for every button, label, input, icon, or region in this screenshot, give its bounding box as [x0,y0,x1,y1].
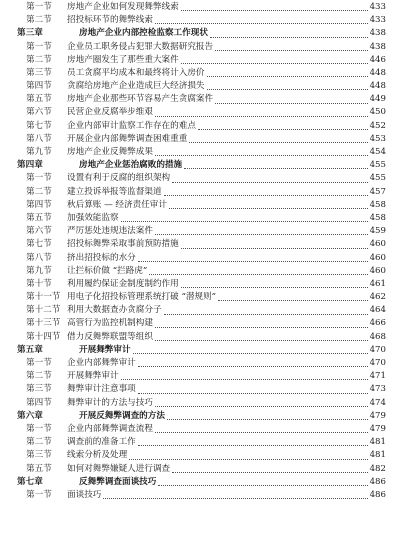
toc-entry-page: 474 [369,397,386,408]
dot-leader [181,10,368,11]
toc-entry-label: 第三节 [26,450,52,461]
dot-leader [218,300,368,301]
toc-chapter-row [17,27,386,40]
toc-entry-title: 舞弊审计的方法与技巧 [67,397,153,408]
toc-entry-label: 第五节 [26,212,52,223]
toc-entry-label: 第一节 [26,489,52,500]
dot-leader [158,485,367,486]
toc-entry-page: 468 [369,331,386,342]
dot-leader [164,314,368,315]
toc-chapter-row [17,410,386,423]
toc-section-row [17,489,386,502]
toc-section-row [17,172,386,185]
toc-entry-label: 第四节 [26,81,52,92]
dot-leader [181,63,368,64]
toc-entry-page: 448 [369,81,386,92]
toc-entry-label: 第四节 [26,397,52,408]
toc-entry-label: 第四节 [26,199,52,210]
toc-chapter-row [17,344,386,357]
toc-section-row [17,397,386,410]
toc-entry-label: 第七节 [26,120,52,131]
toc-entry-title: 建立投诉举报等监督渠道 [67,186,162,197]
toc-entry-page: 479 [369,410,386,421]
dot-leader [155,432,368,433]
toc-entry-page: 438 [369,41,386,52]
toc-entry-title: 利用履约保证金制度制约作用 [67,278,179,289]
toc-entry-title: 企业员工职务侵占犯罪大数据研究报告 [67,41,214,52]
dot-leader [155,155,368,156]
toc-entry-page: 486 [369,476,386,487]
dot-leader [169,208,368,209]
toc-entry-label: 第九节 [26,147,52,158]
toc-entry-label: 第一节 [26,173,52,184]
toc-entry-label: 第十节 [26,278,52,289]
toc-entry-label: 第二节 [26,54,52,65]
toc-section-row [17,14,386,27]
toc-entry-label: 第十二节 [26,305,61,316]
toc-entry-label: 第十一节 [26,292,61,303]
toc-section-row [17,449,386,462]
toc-section-row [17,265,386,278]
toc-entry-page: 486 [369,489,386,500]
toc-entry-label: 第五节 [26,94,52,105]
toc-entry-label: 第八节 [26,133,52,144]
toc-entry-label: 第三节 [26,67,52,78]
toc-section-row [17,238,386,251]
toc-entry-title: 舞弊审计注意事项 [67,384,136,395]
dot-leader [121,379,368,380]
toc-section-row [17,199,386,212]
toc-entry-page: 438 [369,28,386,39]
toc-entry-page: 481 [369,450,386,461]
dot-leader [155,406,368,407]
dot-leader [207,76,368,77]
toc-section-row [17,331,386,344]
dot-leader [155,327,368,328]
toc-section-row [17,67,386,80]
toc-entry-page: 455 [369,160,386,171]
dot-leader [138,393,368,394]
dot-leader [172,182,367,183]
toc-entry-title: 秋后算账 — 经济责任审计 [67,199,167,210]
toc-entry-title: 面谈技巧 [67,489,102,500]
toc-entry-page: 460 [369,252,386,263]
toc-entry-title: 企业内部舞弊审计 [67,358,136,369]
toc-entry-page: 461 [369,278,386,289]
dot-leader [155,234,368,235]
dot-leader [155,116,368,117]
toc-entry-title: 高管行为监控机制构建 [67,318,153,329]
toc-entry-label: 第六章 [17,410,43,421]
toc-entry-label: 第一节 [26,41,52,52]
toc-entry-label: 第十四节 [26,331,61,342]
toc-section-row [17,383,386,396]
toc-entry-label: 第六节 [26,107,52,118]
toc-section-row [17,93,386,106]
toc-entry-title: 民营企业反腐举步维艰 [67,107,153,118]
toc-section-row [17,133,386,146]
toc-chapter-row [17,476,386,489]
toc-entry-page: 452 [369,120,386,131]
toc-entry-title: 反舞弊调查面谈技巧 [79,476,157,487]
toc-entry-title: 员工贪腐平均成本和最终将计入房价 [67,67,205,78]
toc-entry-page: 458 [369,199,386,210]
toc-entry-label: 第四章 [17,160,43,171]
toc-entry-page: 433 [369,1,386,12]
dot-leader [207,89,368,90]
dot-leader [215,103,367,104]
dot-leader [167,419,368,420]
toc-entry-page: 458 [369,212,386,223]
dot-leader [138,366,368,367]
toc-entry-page: 449 [369,94,386,105]
toc-entry-page: 454 [369,147,386,158]
toc-entry-title: 开展企业内部舞弊调查困难重重 [67,133,188,144]
toc-entry-page: 459 [369,226,386,237]
toc-entry-page: 448 [369,67,386,78]
toc-entry-label: 第二节 [26,15,52,26]
toc-entry-title: 企业内部舞弊调查流程 [67,423,153,434]
toc-entry-label: 第八节 [26,252,52,263]
dot-leader [164,195,368,196]
toc-entry-label: 第七节 [26,239,52,250]
dot-leader [181,248,368,249]
toc-entry-page: 470 [369,344,386,355]
dot-leader [210,37,368,38]
dot-leader [189,142,367,143]
toc-section-row [17,186,386,199]
toc-entry-title: 如何对舞弊嫌疑人进行调查 [67,463,171,474]
dot-leader [198,129,368,130]
toc-entry-label: 第九节 [26,265,52,276]
dot-leader [103,498,367,499]
toc-section-row [17,1,386,14]
toc-entry-page: 473 [369,384,386,395]
dot-leader [184,168,367,169]
toc-entry-page: 460 [369,239,386,250]
toc-entry-label: 第二节 [26,437,52,448]
toc-chapter-row [17,159,386,172]
toc-entry-title: 房地产企业那些环节容易产生贪腐案件 [67,94,214,105]
toc-entry-label: 第五节 [26,463,52,474]
toc-entry-title: 严厉惩处违规违法案件 [67,226,153,237]
toc-entry-page: 450 [369,107,386,118]
toc-entry-title: 企业内部审计监察工作存在的难点 [67,120,196,131]
toc-entry-label: 第一节 [26,358,52,369]
toc-entry-label: 第六节 [26,226,52,237]
toc-section-row [17,41,386,54]
toc-entry-title: 用电子化招投标管理系统打破 “潜规则” [67,292,217,303]
toc-entry-page: 471 [369,371,386,382]
dot-leader [138,445,368,446]
dot-leader [155,23,368,24]
toc-entry-page: 433 [369,15,386,26]
toc-entry-title: 开展反舞弊调查的方法 [79,410,165,421]
dot-leader [215,50,367,51]
toc-entry-title: 借力反舞弊联盟等组织 [67,331,153,342]
toc-section-row [17,304,386,317]
toc-entry-page: 455 [369,173,386,184]
table-of-contents [17,0,386,502]
toc-entry-page: 466 [369,318,386,329]
toc-entry-title: 房地产圈发生了那些重大案件 [67,54,179,65]
toc-entry-page: 482 [369,463,386,474]
toc-section-row [17,370,386,383]
toc-section-row [17,107,386,120]
toc-entry-page: 464 [369,305,386,316]
toc-section-row [17,291,386,304]
dot-leader [172,472,367,473]
dot-leader [121,221,368,222]
toc-entry-title: 加强效能监察 [67,212,119,223]
toc-entry-title: 房地产企业惩治腐败的措施 [79,160,183,171]
toc-section-row [17,463,386,476]
toc-entry-title: 房地产企业内部控检监察工作现状 [79,28,208,39]
toc-section-row [17,80,386,93]
toc-section-row [17,120,386,133]
toc-entry-title: 招投标环节的舞弊线索 [67,15,153,26]
toc-section-row [17,357,386,370]
toc-entry-title: 开展舞弊审计 [79,344,131,355]
toc-entry-title: 设置有利于反腐的组织架构 [67,173,171,184]
toc-section-row [17,54,386,67]
toc-entry-page: 470 [369,358,386,369]
toc-entry-label: 第十三节 [26,318,61,329]
toc-section-row [17,212,386,225]
toc-entry-page: 446 [369,54,386,65]
toc-entry-label: 第七章 [17,476,43,487]
dot-leader [149,274,367,275]
toc-entry-label: 第一节 [26,1,52,12]
toc-section-row [17,146,386,159]
dot-leader [181,287,368,288]
dot-leader [133,353,368,354]
toc-entry-page: 457 [369,186,386,197]
toc-entry-page: 460 [369,265,386,276]
toc-entry-label: 第五章 [17,344,43,355]
toc-entry-label: 第三节 [26,384,52,395]
dot-leader [155,340,368,341]
toc-entry-page: 479 [369,423,386,434]
toc-entry-label: 第二节 [26,186,52,197]
toc-entry-page: 481 [369,437,386,448]
toc-entry-title: 挤出招投标的水分 [67,252,136,263]
toc-section-row [17,423,386,436]
toc-entry-title: 利用大数据查办贪腐分子 [67,305,162,316]
toc-entry-title: 线索分析及处理 [67,450,128,461]
toc-entry-title: 调查前的准备工作 [67,437,136,448]
toc-entry-title: 招投标舞弊采取事前预防措施 [67,239,179,250]
toc-entry-title: 房地产企业如何发现舞弊线索 [67,1,179,12]
toc-entry-title: 开展舞弊审计 [67,371,119,382]
toc-entry-title: 房地产企业反舞弊成果 [67,147,153,158]
toc-entry-label: 第三章 [17,28,43,39]
dot-leader [138,261,368,262]
toc-section-row [17,225,386,238]
toc-section-row [17,318,386,331]
toc-entry-title: 贪腐给房地产企业造成巨大经济损失 [67,81,205,92]
toc-section-row [17,278,386,291]
toc-entry-page: 453 [369,133,386,144]
dot-leader [129,459,367,460]
toc-entry-label: 第二节 [26,371,52,382]
toc-section-row [17,436,386,449]
toc-entry-page: 462 [369,292,386,303]
toc-entry-label: 第一节 [26,423,52,434]
toc-section-row [17,252,386,265]
toc-entry-title: 让拦标价做 “拦路虎” [67,265,148,276]
